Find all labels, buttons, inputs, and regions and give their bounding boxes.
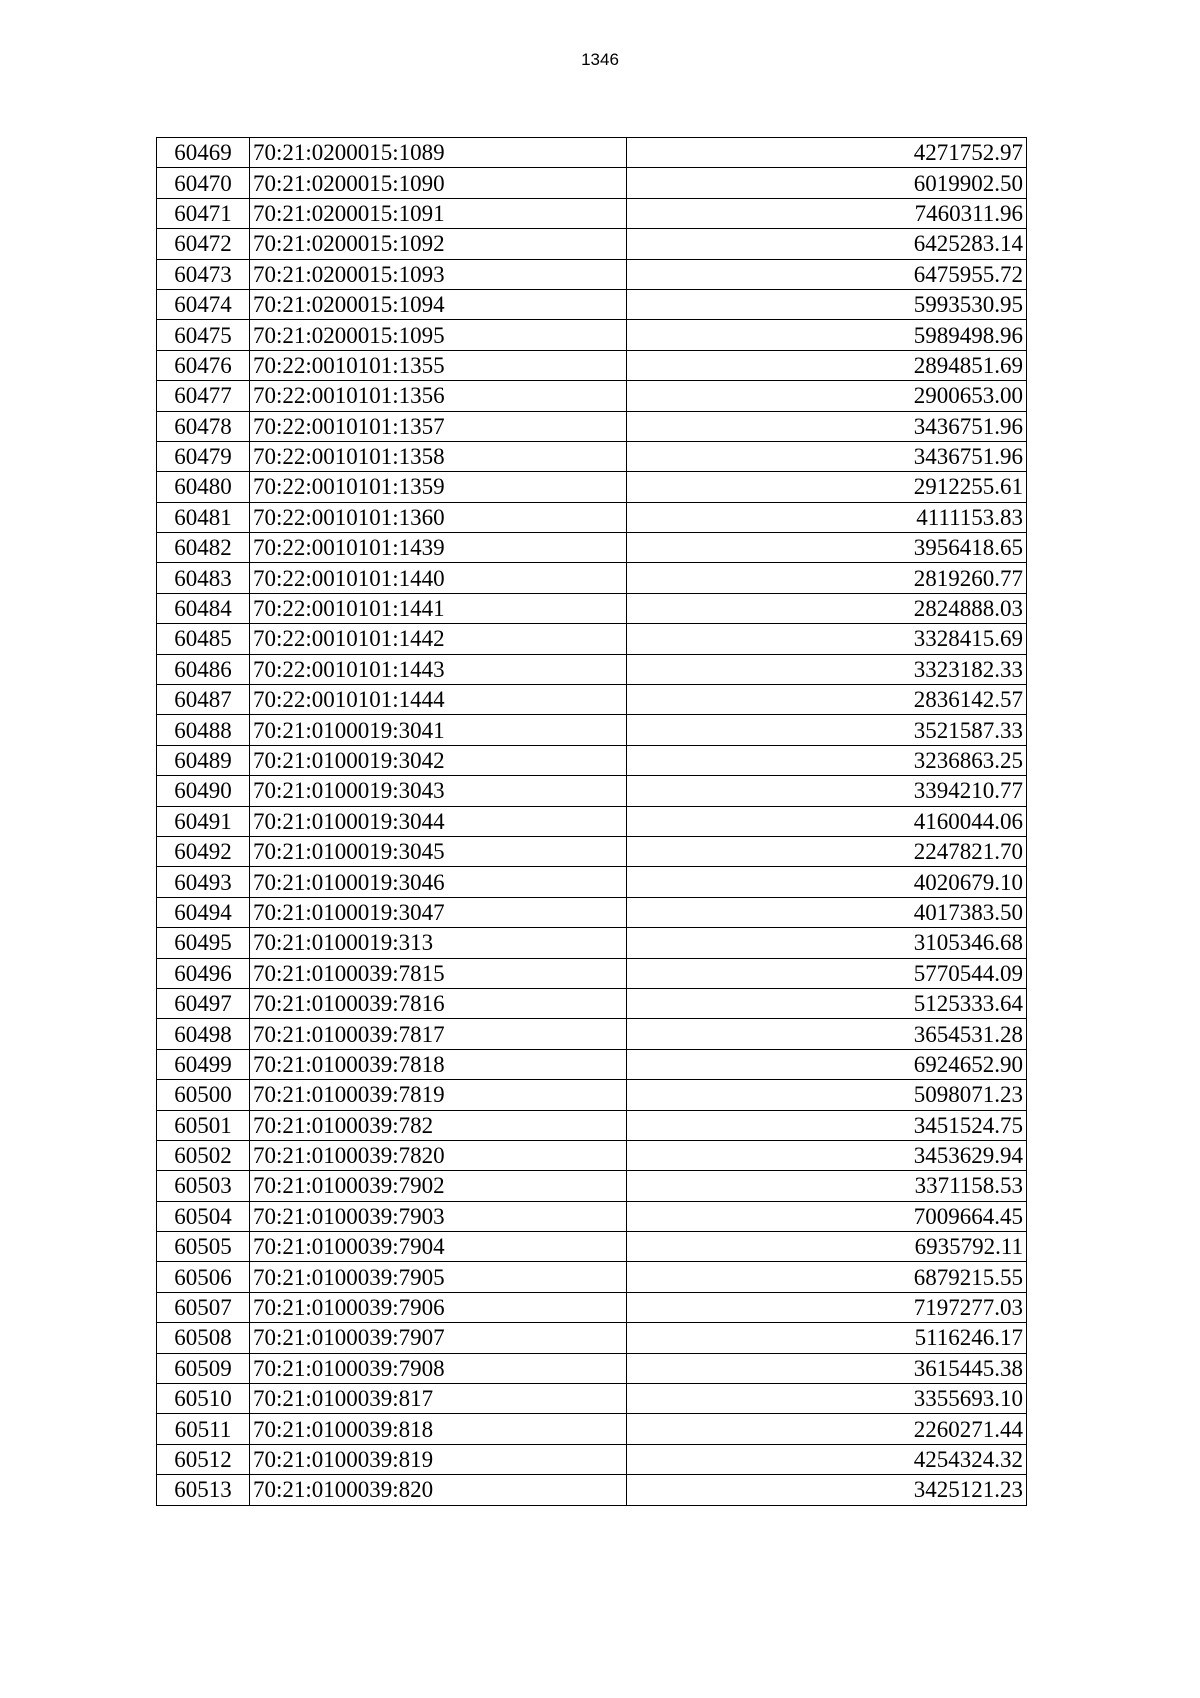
cadastral-value-cell: 6425283.14 [626,229,1026,259]
cadastral-number-cell: 70:21:0100039:7908 [249,1353,626,1383]
row-number-cell: 60481 [157,502,250,532]
cadastral-value-cell: 2260271.44 [626,1414,1026,1444]
table-row [157,1140,1027,1170]
table-row [157,1262,1027,1292]
cadastral-value-cell: 7009664.45 [626,1201,1026,1231]
row-number-cell: 60507 [157,1292,250,1322]
cadastral-number-cell: 70:21:0100039:782 [249,1110,626,1140]
row-number-cell: 60503 [157,1171,250,1201]
table-row [157,624,1027,654]
cadastral-value-cell: 3615445.38 [626,1353,1026,1383]
table-row [157,563,1027,593]
cadastral-value-cell: 4111153.83 [626,502,1026,532]
table-row [157,138,1027,168]
row-number-cell: 60512 [157,1444,250,1474]
row-number-cell: 60483 [157,563,250,593]
row-number-cell: 60488 [157,715,250,745]
table-row [157,836,1027,866]
cadastral-value-cell: 4160044.06 [626,806,1026,836]
cadastral-number-cell: 70:21:0200015:1089 [249,138,626,168]
row-number-cell: 60491 [157,806,250,836]
row-number-cell: 60508 [157,1323,250,1353]
cadastral-value-cell: 2824888.03 [626,593,1026,623]
cadastral-number-cell: 70:21:0100039:7906 [249,1292,626,1322]
cadastral-number-cell: 70:21:0100039:7904 [249,1232,626,1262]
row-number-cell: 60469 [157,138,250,168]
table-row [157,441,1027,471]
row-number-cell: 60475 [157,320,250,350]
cadastral-number-cell: 70:21:0100039:818 [249,1414,626,1444]
row-number-cell: 60494 [157,897,250,927]
cadastral-value-cell: 3105346.68 [626,928,1026,958]
row-number-cell: 60497 [157,988,250,1018]
cadastral-value-cell: 6019902.50 [626,168,1026,198]
page-number: 1346 [581,50,619,69]
table-body [157,138,1027,1506]
table-row [157,776,1027,806]
cadastral-number-cell: 70:21:0100039:7905 [249,1262,626,1292]
table-row [157,867,1027,897]
cadastral-number-cell: 70:22:0010101:1444 [249,685,626,715]
cadastral-value-table [156,137,1027,1506]
cadastral-value-cell: 5116246.17 [626,1323,1026,1353]
cadastral-value-cell: 3956418.65 [626,533,1026,563]
cadastral-value-cell: 4017383.50 [626,897,1026,927]
row-number-cell: 60484 [157,593,250,623]
cadastral-value-cell: 5125333.64 [626,988,1026,1018]
table-row [157,1353,1027,1383]
table-row [157,1080,1027,1110]
table-row [157,593,1027,623]
row-number-cell: 60496 [157,958,250,988]
row-number-cell: 60509 [157,1353,250,1383]
row-number-cell: 60505 [157,1232,250,1262]
cadastral-number-cell: 70:21:0100039:819 [249,1444,626,1474]
cadastral-value-cell: 3436751.96 [626,411,1026,441]
cadastral-number-cell: 70:21:0100039:7902 [249,1171,626,1201]
cadastral-number-cell: 70:22:0010101:1440 [249,563,626,593]
cadastral-number-cell: 70:22:0010101:1359 [249,472,626,502]
table-row [157,472,1027,502]
table-row [157,685,1027,715]
table-row [157,745,1027,775]
table-row [157,1171,1027,1201]
cadastral-value-cell: 4020679.10 [626,867,1026,897]
row-number-cell: 60472 [157,229,250,259]
cadastral-value-cell: 3654531.28 [626,1019,1026,1049]
table-row [157,1414,1027,1444]
table-row [157,502,1027,532]
row-number-cell: 60513 [157,1475,250,1505]
table-row [157,1475,1027,1505]
row-number-cell: 60482 [157,533,250,563]
cadastral-value-cell: 5098071.23 [626,1080,1026,1110]
table-row [157,958,1027,988]
row-number-cell: 60501 [157,1110,250,1140]
cadastral-value-cell: 5989498.96 [626,320,1026,350]
cadastral-number-cell: 70:21:0100019:3041 [249,715,626,745]
cadastral-value-cell: 3371158.53 [626,1171,1026,1201]
table-row [157,168,1027,198]
row-number-cell: 60479 [157,441,250,471]
table-row [157,1384,1027,1414]
cadastral-number-cell: 70:21:0100039:7820 [249,1140,626,1170]
row-number-cell: 60500 [157,1080,250,1110]
cadastral-number-cell: 70:22:0010101:1358 [249,441,626,471]
cadastral-value-cell: 3453629.94 [626,1140,1026,1170]
cadastral-value-cell: 2900653.00 [626,381,1026,411]
table-row [157,411,1027,441]
cadastral-value-cell: 2819260.77 [626,563,1026,593]
row-number-cell: 60493 [157,867,250,897]
cadastral-number-cell: 70:21:0100019:3044 [249,806,626,836]
row-number-cell: 60489 [157,745,250,775]
table-row [157,988,1027,1018]
table-row [157,289,1027,319]
cadastral-value-cell: 5993530.95 [626,289,1026,319]
row-number-cell: 60477 [157,381,250,411]
table-row [157,350,1027,380]
row-number-cell: 60476 [157,350,250,380]
table-row [157,1201,1027,1231]
cadastral-number-cell: 70:21:0100039:7816 [249,988,626,1018]
cadastral-value-cell: 2836142.57 [626,685,1026,715]
cadastral-number-cell: 70:22:0010101:1443 [249,654,626,684]
cadastral-number-cell: 70:21:0100039:7818 [249,1049,626,1079]
cadastral-number-cell: 70:21:0100019:3045 [249,836,626,866]
cadastral-number-cell: 70:21:0100039:7815 [249,958,626,988]
table-row [157,715,1027,745]
cadastral-number-cell: 70:22:0010101:1441 [249,593,626,623]
cadastral-value-cell: 6879215.55 [626,1262,1026,1292]
row-number-cell: 60498 [157,1019,250,1049]
cadastral-number-cell: 70:21:0100039:820 [249,1475,626,1505]
cadastral-number-cell: 70:21:0200015:1095 [249,320,626,350]
cadastral-number-cell: 70:22:0010101:1439 [249,533,626,563]
cadastral-value-cell: 2912255.61 [626,472,1026,502]
row-number-cell: 60506 [157,1262,250,1292]
table-row [157,320,1027,350]
row-number-cell: 60485 [157,624,250,654]
cadastral-value-cell: 3328415.69 [626,624,1026,654]
cadastral-value-cell: 6924652.90 [626,1049,1026,1079]
row-number-cell: 60486 [157,654,250,684]
cadastral-number-cell: 70:22:0010101:1355 [249,350,626,380]
cadastral-value-cell: 6935792.11 [626,1232,1026,1262]
cadastral-number-cell: 70:21:0100039:7907 [249,1323,626,1353]
table-row [157,806,1027,836]
row-number-cell: 60504 [157,1201,250,1231]
cadastral-value-cell: 7197277.03 [626,1292,1026,1322]
cadastral-number-cell: 70:21:0100019:3042 [249,745,626,775]
cadastral-value-cell: 3236863.25 [626,745,1026,775]
table-row [157,1444,1027,1474]
table-row [157,654,1027,684]
cadastral-value-cell: 3425121.23 [626,1475,1026,1505]
cadastral-value-cell: 3521587.33 [626,715,1026,745]
cadastral-number-cell: 70:21:0200015:1090 [249,168,626,198]
table-row [157,1049,1027,1079]
table-row [157,1019,1027,1049]
row-number-cell: 60487 [157,685,250,715]
cadastral-number-cell: 70:21:0100019:3046 [249,867,626,897]
row-number-cell: 60495 [157,928,250,958]
row-number-cell: 60510 [157,1384,250,1414]
cadastral-number-cell: 70:21:0100039:7819 [249,1080,626,1110]
row-number-cell: 60499 [157,1049,250,1079]
row-number-cell: 60471 [157,198,250,228]
row-number-cell: 60490 [157,776,250,806]
cadastral-number-cell: 70:22:0010101:1442 [249,624,626,654]
cadastral-value-cell: 3323182.33 [626,654,1026,684]
table-row [157,1110,1027,1140]
cadastral-value-cell: 4254324.32 [626,1444,1026,1474]
table-row [157,198,1027,228]
cadastral-number-cell: 70:21:0100019:313 [249,928,626,958]
row-number-cell: 60480 [157,472,250,502]
cadastral-value-cell: 2247821.70 [626,836,1026,866]
cadastral-number-cell: 70:21:0200015:1093 [249,259,626,289]
row-number-cell: 60502 [157,1140,250,1170]
cadastral-number-cell: 70:21:0200015:1094 [249,289,626,319]
row-number-cell: 60511 [157,1414,250,1444]
cadastral-number-cell: 70:22:0010101:1357 [249,411,626,441]
table-row [157,533,1027,563]
table-row [157,381,1027,411]
cadastral-number-cell: 70:21:0100039:7903 [249,1201,626,1231]
cadastral-value-cell: 5770544.09 [626,958,1026,988]
table-row [157,259,1027,289]
cadastral-value-cell: 7460311.96 [626,198,1026,228]
table-row [157,897,1027,927]
cadastral-value-cell: 3451524.75 [626,1110,1026,1140]
cadastral-number-cell: 70:21:0100019:3047 [249,897,626,927]
table-row [157,1323,1027,1353]
cadastral-value-cell: 3436751.96 [626,441,1026,471]
table-row [157,1232,1027,1262]
cadastral-value-cell: 2894851.69 [626,350,1026,380]
cadastral-number-cell: 70:22:0010101:1356 [249,381,626,411]
table-row [157,229,1027,259]
cadastral-number-cell: 70:21:0100039:817 [249,1384,626,1414]
row-number-cell: 60478 [157,411,250,441]
cadastral-value-cell: 3355693.10 [626,1384,1026,1414]
cadastral-value-cell: 6475955.72 [626,259,1026,289]
cadastral-number-cell: 70:21:0200015:1091 [249,198,626,228]
cadastral-value-cell: 4271752.97 [626,138,1026,168]
row-number-cell: 60474 [157,289,250,319]
row-number-cell: 60470 [157,168,250,198]
cadastral-value-cell: 3394210.77 [626,776,1026,806]
cadastral-number-cell: 70:21:0200015:1092 [249,229,626,259]
cadastral-number-cell: 70:22:0010101:1360 [249,502,626,532]
table-row [157,1292,1027,1322]
table-row [157,928,1027,958]
row-number-cell: 60492 [157,836,250,866]
cadastral-number-cell: 70:21:0100039:7817 [249,1019,626,1049]
row-number-cell: 60473 [157,259,250,289]
cadastral-number-cell: 70:21:0100019:3043 [249,776,626,806]
